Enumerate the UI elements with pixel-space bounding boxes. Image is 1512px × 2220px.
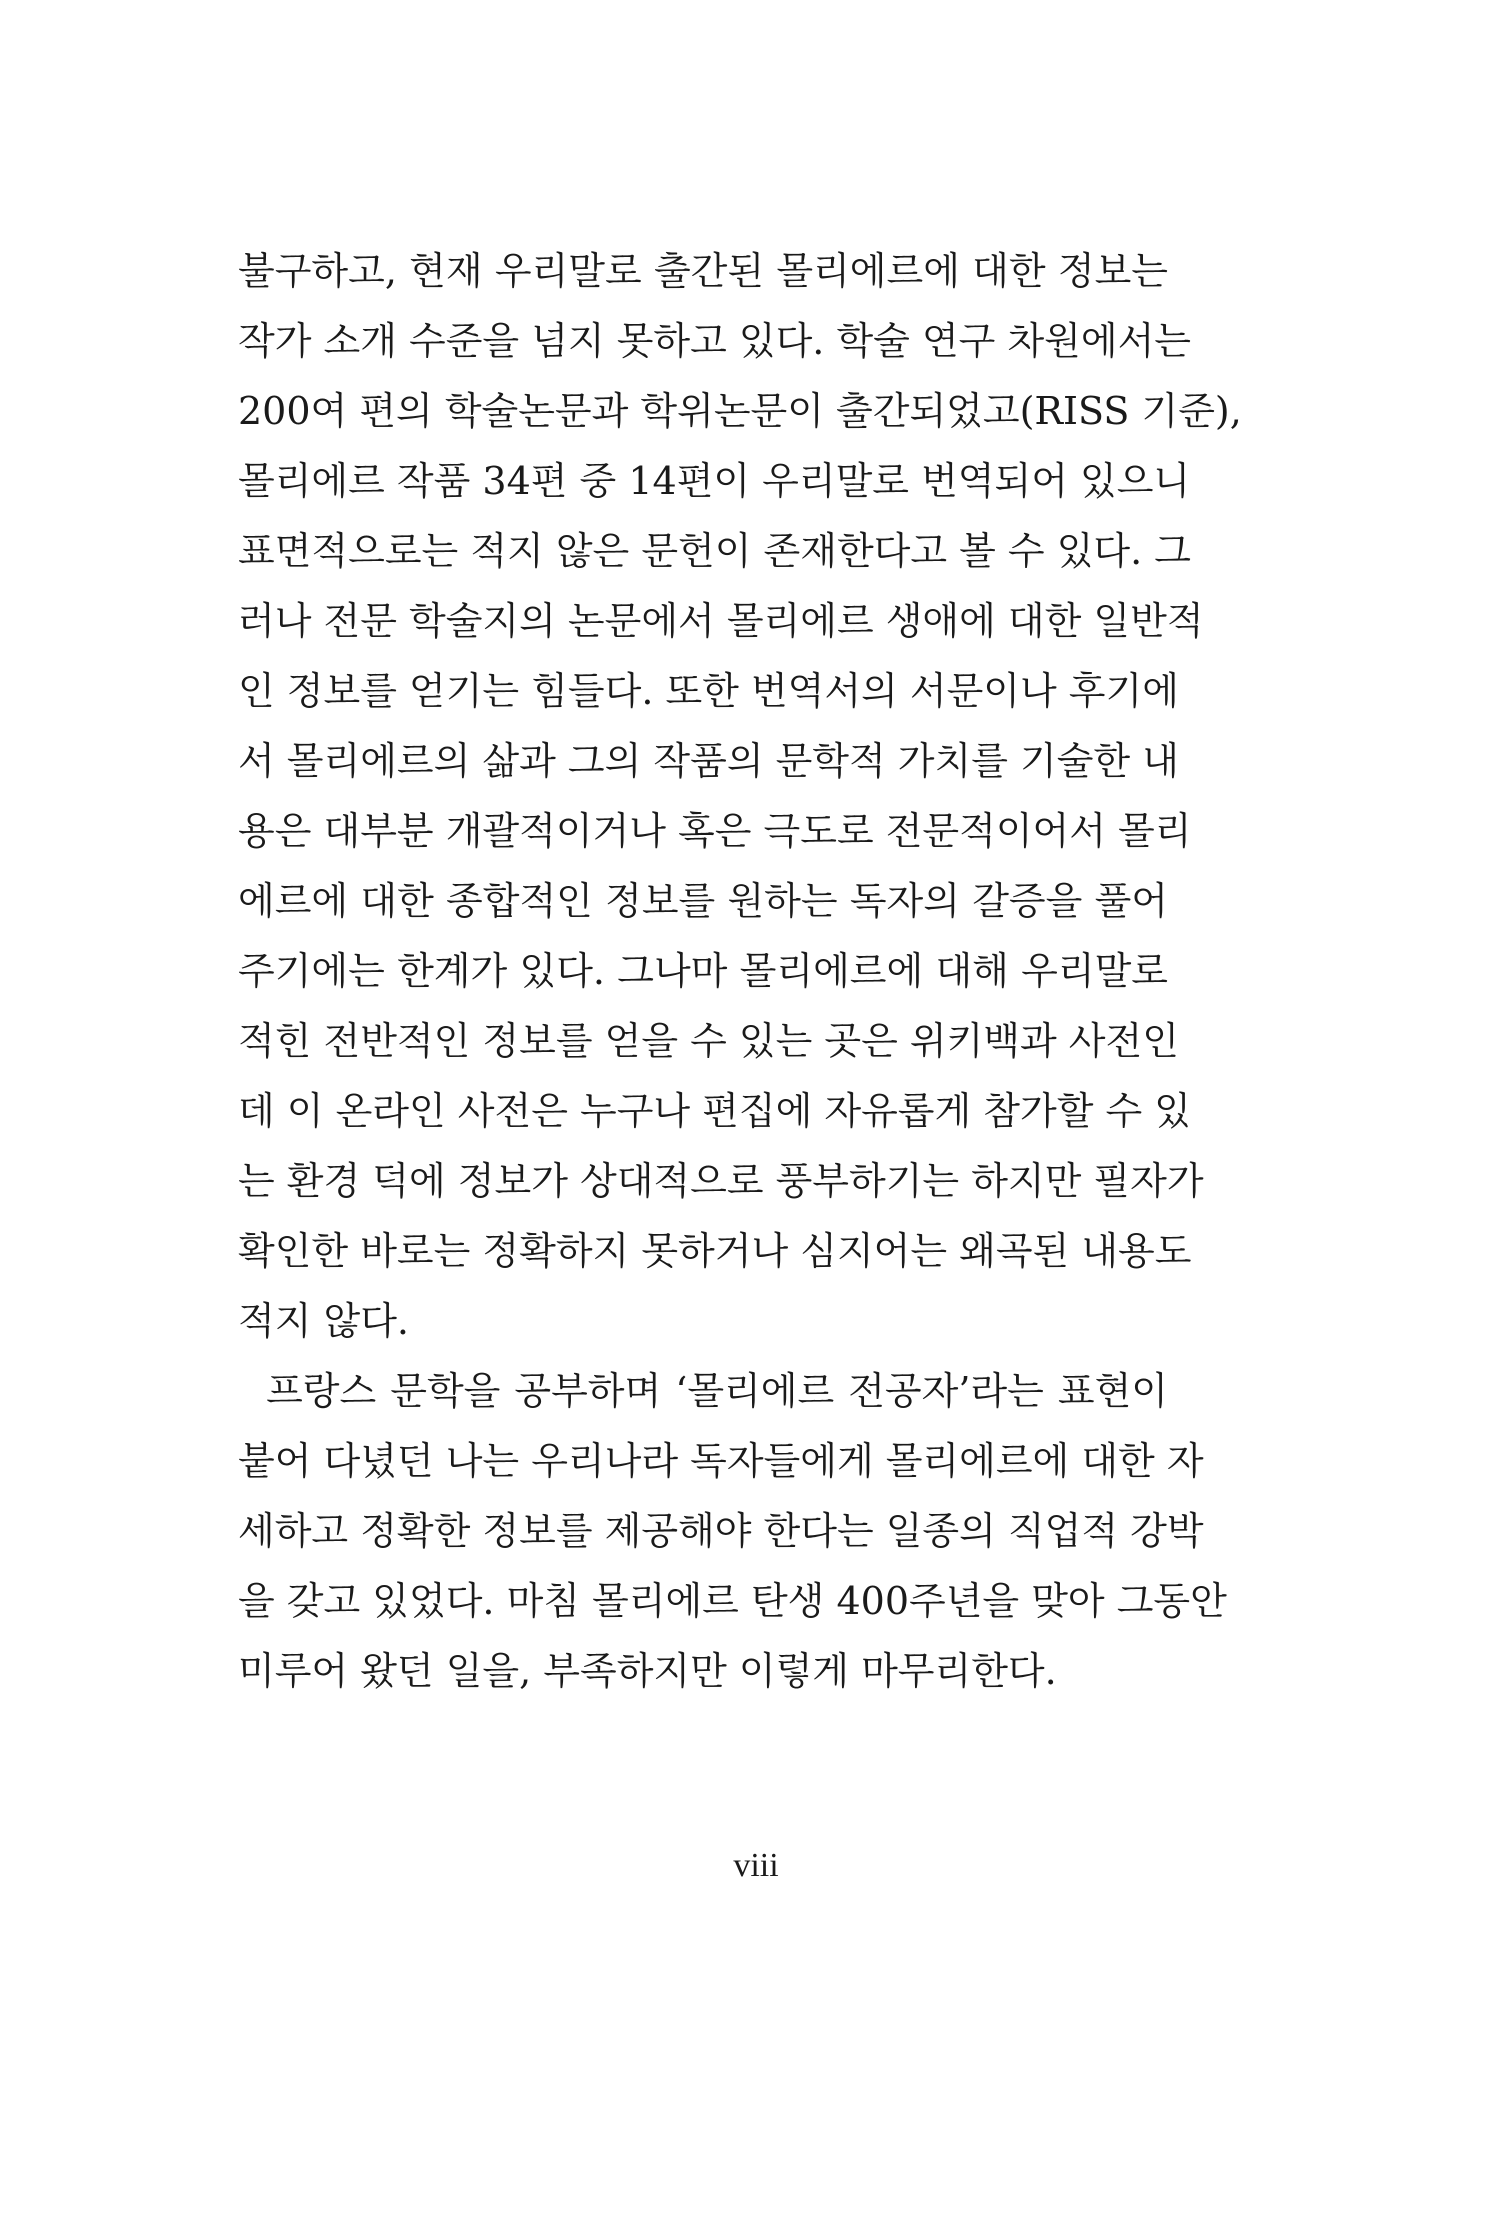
- page-number: viii: [733, 1847, 779, 1884]
- paragraph-1: [238, 236, 1242, 1356]
- text-line: 프랑스 문학을 공부하며 ‘몰리에르 전공자’라는 표현이: [238, 1369, 1168, 1413]
- text-line: 는 환경 덕에 정보가 상대적으로 풍부하기는 하지만 필자가: [238, 1159, 1204, 1203]
- text-line: 몰리에르 작품 34편 중 14편이 우리말로 번역되어 있으니: [238, 459, 1191, 503]
- text-line: 에르에 대한 종합적인 정보를 원하는 독자의 갈증을 풀어: [238, 879, 1168, 923]
- body-text: [238, 236, 1242, 1706]
- text-line: 200여 편의 학술논문과 학위논문이 출간되었고(RISS 기준),: [238, 389, 1242, 433]
- text-line: 적힌 전반적인 정보를 얻을 수 있는 곳은 위키백과 사전인: [238, 1019, 1179, 1063]
- paragraph-2: [238, 1356, 1227, 1706]
- text-line: 작가 소개 수준을 넘지 못하고 있다. 학술 연구 차원에서는: [238, 319, 1191, 363]
- text-line: 주기에는 한계가 있다. 그나마 몰리에르에 대해 우리말로: [238, 949, 1168, 993]
- text-line: 세하고 정확한 정보를 제공해야 한다는 일종의 직업적 강박: [238, 1509, 1204, 1553]
- text-line: 미루어 왔던 일을, 부족하지만 이렇게 마무리한다.: [238, 1649, 1057, 1693]
- text-line: 용은 대부분 개괄적이거나 혹은 극도로 전문적이어서 몰리: [238, 809, 1192, 853]
- text-line: 적지 않다.: [238, 1299, 409, 1343]
- text-line: 서 몰리에르의 삶과 그의 작품의 문학적 가치를 기술한 내: [238, 739, 1179, 783]
- text-line: 불구하고, 현재 우리말로 출간된 몰리에르에 대한 정보는: [238, 249, 1168, 293]
- text-line: 인 정보를 얻기는 힘들다. 또한 번역서의 서문이나 후기에: [238, 669, 1179, 713]
- text-line: 데 이 온라인 사전은 누구나 편집에 자유롭게 참가할 수 있: [238, 1089, 1191, 1133]
- text-line: 러나 전문 학술지의 논문에서 몰리에르 생애에 대한 일반적: [238, 599, 1204, 643]
- text-line: 을 갖고 있었다. 마침 몰리에르 탄생 400주년을 맞아 그동안: [238, 1579, 1227, 1623]
- text-line: 확인한 바로는 정확하지 못하거나 심지어는 왜곡된 내용도: [238, 1229, 1192, 1273]
- text-line: 표면적으로는 적지 않은 문헌이 존재한다고 볼 수 있다. 그: [238, 529, 1191, 573]
- text-line: 붙어 다녔던 나는 우리나라 독자들에게 몰리에르에 대한 자: [238, 1439, 1204, 1483]
